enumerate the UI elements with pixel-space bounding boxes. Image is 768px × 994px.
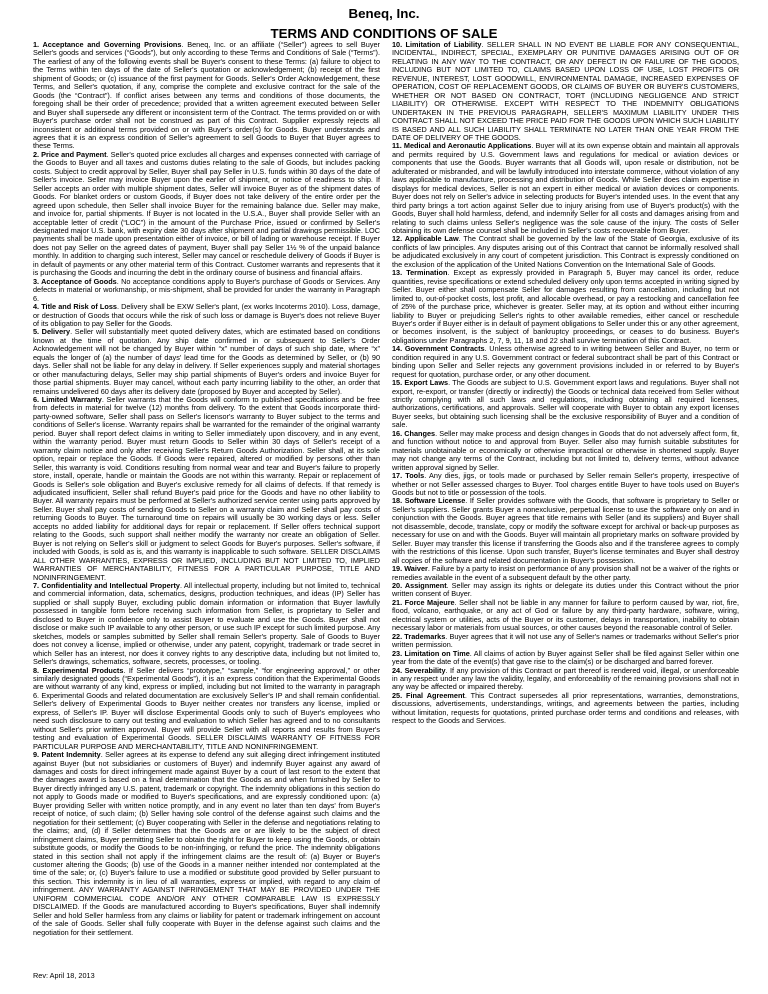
terms-section [33,151,380,278]
section-heading: 19. Waiver [392,564,428,574]
section-text: . Beneq, Inc. or an affiliate (“Seller”) agrees to sell Buyer Seller's goods and services (“Goods”), but only according to these Terms and Conditions of Sale (“Terms”). The earliest of any of the following events shall be Buyer's consent to these Terms: (a) failure to object to the Terms within ten days of the date of Seller's quotation or acknowledgement; (b) receipt of the first shipment of Goods; or (c) issuance of the first payment for Goods. Seller's Order Acknowledgement, these Terms, and Seller's quotation, if any, comprise the complete and exclusive contract for the sale of the Goods (the “Contract”). If conflict arises between any terms and conditions of those documents, the foregoing shall be their order of precedence; provided that a written agreement executed between Seller and Buyer shall supersede any different or inconsistent term of the Contract. The terms provided on or with Buyer's purchase order shall not be construed as part of this Contract. Supplier expressly rejects all inconsistent or additional terms provided on or with Buyer's order(s) for Goods. Buyer understands and agrees that it is an express condition of Seller's agreement to sell Goods to Buyer that Buyer agrees to these Terms. [33,41,380,151]
terms-section [33,328,380,396]
section-text: . All intellectual property, including but not limited to, technical and commercial information, data, schematics, designs, production techniques, and ideas (IP) Seller has supplied or shall supply Buyer, excluding public domain information or information that Buyer lawfully possessed in tangible form before receiving such information from Seller, is proprietary to Seller and disclosed to Buyer in confidence only to assist Buyer to evaluate and use the Goods. Buyer shall not disclose or make such IP available to any other person, or use such IP except for such limited purpose. Any sketches, models or samples submitted by Seller shall remain Seller's property. Sale of Goods to Buyer does not convey a license, implied or otherwise, under any patent, copyright, trademark or trade secret in which Seller has an interest, nor does it convey rights to any descriptive data, including but not limited to, Seller's drawings, schematics, software, secrets, processes, or tooling. [33,581,380,667]
section-heading: 11. Medical and Aeronautic Applications [392,141,532,151]
terms-section [392,345,739,379]
section-heading: 4. Title and Risk of Loss [33,302,117,312]
section-text: . If Seller provides software with the Goods, that software is proprietary to Seller or Seller's suppliers. Seller grants Buyer a nonexclusive, perpetual license to use the software only on and in conjunction with the Goods. Buyer agrees that title remains with Seller (and its suppliers) and Buyer shall not disassemble, decode, translate, copy or modify the software except for archival or back-up purposes as necessary for use on and with the Goods. Buyer will maintain all proprietary marks on software provided by Seller. Buyer may transfer this license if transferring the Goods also and if the transferee agrees to comply with the restrictions of this license. Upon such transfer, Buyer's license terminates and Buyer shall destroy all copies of the software and related documentation in Buyer's possession. [392,496,739,565]
section-heading: 6. Limited Warranty [33,395,102,405]
section-text: . Seller shall not be liable in any manner for failure to perform caused by war, riot, fire, flood, volcano, earthquake, or any act of God or failure by any third-party hardware, software, wiring, electrical system or utilities, acts of the Buyer or its customer, delays in transportation, inability to obtain necessary labor or materials from usual sources, or other causes beyond the reasonable control of Seller. [392,597,739,633]
section-heading: 7. Confidentiality and Intellectual Property [33,581,180,590]
company-name: Beneq, Inc. [348,6,420,21]
section-text: . Buyer agrees that it will not use any of Seller's names or trademarks without Seller's prior written permission. [392,631,739,650]
terms-section [33,278,380,303]
terms-section [392,379,739,430]
section-text: . No acceptance conditions apply to Buyer's purchase of Goods or Services. Any defects in material or workmanship, or mis-shipment, shall be provided for under the warranty in Paragraph 6. [33,276,380,303]
section-heading: 23. Limitation on Time [392,648,470,658]
revision-date: Rev: April 18, 2013 [33,971,95,980]
section-heading: 5. Delivery [33,327,71,337]
section-heading: 8. Experimental Products [33,665,124,675]
terms-section [392,235,739,269]
section-heading: 2. Price and Payment [33,149,107,159]
section-heading: 14. Government Contracts [392,344,485,354]
section-heading: 15. Export Laws [392,378,449,388]
section-heading: 16. Changes [392,428,436,438]
section-heading: 3. Acceptance of Goods [33,276,117,286]
section-text: . Seller agrees at its expense to defend any suit alleging direct infringement instituted against Buyer (but not subsidiaries or customers of Buyer) and indemnify Buyer against any award of damages and costs for direct infringement made against Buyer by a court of last resort to the extent that the damages award is based on a final determination that the Goods as and when furnished by Seller to Buyer directly infringed any U.S. patent, trademark or copyright. The indemnity obligations in this section do not apply to Goods made or modified to Buyer's specifications, and are expressly conditioned upon: (a) Buyer providing Seller with written notice promptly, and in any event no later than ten days' from Buyer's receipt of notice, of such claim; (b) Seller having sole control of the defense against such claims and the negotiation for their settlement; (c) Buyer cooperating with Seller in the defense and negotiations relating to the claims; and, (d) if Seller determines that the Goods are or are likely to be the subject of direct infringement claims, Buyer permitting Seller to obtain the right for Buyer to keep using the Goods, or obtain substitute goods, or modify the Goods to be non-infringing, or refund the price. The indemnity obligations stated in this section shall not apply if the infringement claims are the result of: (a) Buyer or Buyer's customer altering the Goods; (b) use of the Goods in a manner neither intended nor contemplated at the time of the sale; or, (c) Buyer's failure to use a modified or substitute good provided by Seller pursuant to this section. This indemnity is in lieu of all warranties, express or implied, with regard to any claim of infringement. ANY WARRANTY AGAINST INFRINGEMENT THAT MAY BE PROVIDED UNDER THE UNIFORM COMMERCIAL CODE AND/OR ANY OTHER COMPARABLE LAW IS EXPRESSLY DISCLAIMED. If the Goods are manufactured according to Buyer's specifications, Buyer shall indemnify Seller and hold Seller harmless from any claims or liability for patent or trademark infringement on account of the sale of Goods. Seller shall fully cooperate with Buyer in the defense against such claims and the negotiation for their settlement. [33,750,380,937]
section-text: . If any provision of this Contract or part thereof is rendered void, illegal, or unenforceable in any respect under any law the validity, legality, and enforceability of the remaining provisions shall not in any way be affected or impaired thereby. [392,665,739,692]
section-text: . Failure by a party to insist on performance of any provision shall not be a waiver of the rights or remedies available in the event of a subsequent default by the other party. [392,564,739,582]
terms-section [392,582,739,599]
section-heading: 24. Severability [392,665,446,675]
section-heading: 25. Final Agreement [392,690,465,700]
terms-section [33,41,380,151]
right-column [392,41,739,956]
terms-section [392,650,739,667]
section-heading: 21. Force Majeure [392,597,455,607]
section-text: . If Seller delivers “prototype,” “sample,” “for engineering approval,” or other similarly designated goods (“Experimental Goods”), it is an express condition that the Experimental Goods are without warranty of any kind, express or implied, including but not limited to the warranty in paragraph 6. Experimental Goods and related documentation are exclusively Seller's IP and shall remain confidential. Seller's delivery of Experimental Goods to Buyer neither creates nor transfers any license, implied or express, of Seller's IP. Buyer will disclose Experimental Goods only to such of Buyer's employees who need such disclosure to carry out testing and evaluation to which Seller has agreed and to no consultants without Seller's prior written approval. Buyer will provide Seller with all reports and results from Buyer's testing and evaluation of Experimental Goods. SELLER DISCLAIMS WARRANTY OF FITNESS FOR PARTICULAR PURPOSE AND MERCHANTABILITY, TITLE AND NONINFRINGEMENT. [33,665,380,751]
terms-section [392,497,739,565]
section-text: . Except as expressly provided in Paragraph 5, Buyer may cancel its order, reduce quantities, revise specifications or extend scheduled delivery only upon terms accepted in writing signed by Seller. Buyer either shall compensate Seller for damages resulting from cancellation, including but not limited to, out-of-pocket costs, lost profit, and allocable overhead, or pay a restocking and cancellation fee of 25% of the purchase price, whichever is greater. Seller may, at its option and without either incurring liability to Buyer or prejudicing Seller's rights to other available remedies, either cancel or reschedule Buyer's order if Buyer either is in default of payment obligations to Seller under this or any other agreement, or becomes insolvent, is the subject of bankruptcy proceedings, or ceases to do business. Buyer's obligations under Paragraphs 2, 7, 9, 11, 18 and 22 shall survive termination of this Contract. [392,268,739,345]
section-heading: 10. Limitation of Liability [392,41,482,49]
document-title: TERMS AND CONDITIONS OF SALE [270,26,498,41]
section-heading: 9. Patent Indemnity [33,750,101,760]
section-text: . Seller's quoted price excludes all charges and expenses connected with carriage of the Goods to Buyer and all taxes and customs duties relating to the sale of Goods, but includes packing costs. Subject to credit approval by Seller, Buyer shall pay Seller in U.S. funds within 30 days of the date of Seller's invoice. Seller may invoice Buyer upon the earlier of shipment, or notice of readiness to ship. If Seller accepts an order with multiple shipment dates, Seller will invoice Buyer as of the shipment dates of Goods. For blanket orders or custom Goods, if Buyer does not take delivery of the entire order per the agreed upon schedule, then Seller shall invoice Buyer for the remaining balance due. Seller may make, and invoice for, partial shipments. If Buyer is not located in the U.S.A., Buyer shall provide Seller with an acceptable letter of credit (“LOC”) in the amount of the Purchase Price, issued or confirmed by Seller's designated major U.S. bank, with expiry date 30 days after shipment and partial drawings permissible. LOC payments shall be made upon presentation either of invoice, or bill of lading or warehouse receipt. If Buyer does not pay Seller on the agreed dates of payment, Buyer shall pay Seller 1½ % of the unpaid balance monthly. In addition to charging such interest, Seller may cancel or reschedule delivery of Goods if Buyer is in default of payments or any other material term of this Contract. Customer warrants and represents that it is purchasing the Goods and incurring the debt in the ordinary course of business and financial affairs. [33,149,380,278]
terms-section [392,692,739,726]
terms-section [392,565,739,582]
terms-section [392,142,739,235]
section-text: . Seller warrants that the Goods will conform to published specifications and be free from defects in material for twelve (12) months from delivery. To the extent that Goods incorporate third-party-owned software, Seller shall pass on Seller's licensor's warranty to Buyer subject to the terms and conditions of Seller's license. Warranty repairs shall be warranted for the remainder of the original warranty period. Buyer shall report defect claims in writing to Seller immediately upon discovery, and in any event, within the warranty period. Buyer must return Goods to Seller within 30 days of Seller's receipt of a warranty claim notice and only after receiving Seller's Return Goods Authorization. Seller shall, at its sole option, repair or replace the Goods. If Goods were repaired, altered or modified by persons other than Seller, this warranty is void. Conditions resulting from normal wear and tear and Buyer's failure to properly store, install, operate, handle or maintain the Goods are not within this warranty. Repair or replacement of Goods is Seller's sole obligation and Buyer's exclusive remedy for all claims of defects. If that remedy is adjudicated insufficient, Seller shall refund Buyer's paid price for the Goods and have no other liability to Buyer. All warranty repairs must be performed at Seller's authorized service center using parts approved by Seller. Buyer shall pay costs of sending Goods to Seller on a warranty claim and Seller shall pay costs of returning Goods to Buyer. The turnaround time on repairs will usually be 30 working days or less. Seller accepts no added liability for additional days for repair or replacement. If Seller offers technical support relating to the Goods, such support shall neither modify the warranty nor create an obligation of Seller. Buyer is not relying on Seller's skill or judgment to select Goods for Buyer's purposes. Seller's software, if included with Goods, is sold as is, and this warranty is inapplicable to such software. SELLER DISCLAIMS ALL OTHER WARRANTIES, EXPRESS OR IMPLIED, INCLUDING BUT NOT LIMITED TO, IMPLIED WARRANTIES OF MERCHANTABILITY, FITNESS FOR A PARTICULAR PURPOSE, TITLE AND NONINFRINGEMENT. [33,395,380,582]
terms-section [33,751,380,937]
section-text: . The Goods are subject to U.S. Government export laws and regulations. Buyer shall not export, re-export, or transfer (directly or indirectly) the Goods or technical data received from Seller without strictly complying with all such laws and regulations, including obtaining all required licenses, authorizations, certifications, and approvals. Seller will cooperate with Buyer to obtain any export licenses Buyer seeks, but obtaining such licensing shall be the exclusive responsibility of Buyer and a condition of sale. [392,378,739,430]
section-text: . Seller may make process and design changes in Goods that do not adversely affect form, fit, and function without notice to and approval from Buyer. Seller also may furnish suitable substitutes for materials unobtainable or economically or otherwise impractical or otherwise in shortened supply. Buyer may not change any terms of the Contract, including but not limited to, delivery terms, without advance written approval signed by Seller. [392,428,739,472]
terms-section [392,472,739,497]
terms-section [33,396,380,582]
section-text: . Buyer will at its own expense obtain and maintain all approvals and permits required by U.S. Government laws and regulations for medical or aviation devices or components that use the Goods. Buyer warrants that all Goods will, upon resale or distribution, not be adulterated or misbranded, and will be lawfully introduced into interstate commerce, without violation of any laws applicable to manufacture, processing and distribution of Goods. While Seller does claim expertise in displays for medical devices, Seller is not an expert in either medical or aviation devices or components. Buyer does not rely on Seller's advice in selecting products for Buyer's intended uses. In the event that any third party brings a tort action against Seller due to injury arising from use of Buyer's product(s) with the Goods, Buyer shall hold harmless, defend, and indemnify Seller for all costs and damages arising from and relating to such claims unless Seller's negligence was the sole cause of the injury. The costs of Seller obtaining its own defense counsel shall be included in Seller's costs recoverable from Buyer. [392,141,739,235]
terms-section [392,41,739,142]
section-text: . Unless otherwise agreed to in writing between Seller and Buyer, no term or condition required in any U.S. Government contract or federal subcontract shall be part of this Contract or binding upon Seller and Seller rejects any government provisions included in or referred to by Buyer's request for quotation, purchase order, or any other document. [392,344,739,379]
section-text: . All claims of action by Buyer against Seller shall be filed against Seller within one year from the date of the event(s) that gave rise to the claim(s) or be discharged and barred forever. [392,648,739,667]
section-heading: 1. Acceptance and Governing Provisions [33,41,182,49]
terms-section [392,269,739,345]
document-header [0,0,768,42]
text-columns [33,41,739,956]
section-heading: 17. Tools [392,471,425,481]
terms-section [33,582,380,667]
section-heading: 20. Assignment [392,581,447,590]
section-text: . This Contract supersedes all prior representations, warranties, demonstrations, discussions, advertisements, understandings, writings, and agreements between the parties, including without limitation, requests for quotations, printed purchase order terms and conditions and releases, with respect to the Goods and Services. [392,690,739,726]
section-text: . Seller will substantially meet quoted delivery dates, which are estimated based on conditions known at the time of quotation. Any ship date confirmed in or subsequent to Seller's Order Acknowledgement will not be changed by Buyer within “x” number of days of such ship date, where “x” equals the longer of (a) the number of days' lead time for the Goods as determined by Seller, or (b) 90 days. Seller shall not be liable for any delay in delivery. If Seller experiences supply and material shortages or other manufacturing delays, Seller may ship partial shipments of Buyer's orders and invoice Buyer for those partial shipments. Buyer may cancel, without each party incurring liability to the other, an order that remains undelivered 60 days after its delivery date (proposed by Buyer and accepted by Seller). [33,327,380,396]
section-text: . The Contract shall be governed by the law of the State of Georgia, exclusive of its conflicts of law principles. Any disputes arising out of this Contract that cannot be informally resolved shall be adjudicated exclusively in any court of competent jurisdiction. This Contract is expressly conditioned on the exclusion of the application of the United Nations Convention on the International Sale of Goods. [392,234,739,269]
section-text: . SELLER SHALL IN NO EVENT BE LIABLE FOR ANY CONSEQUENTIAL, INCIDENTAL, INDIRECT, SPECIAL, EXEMPLARY OR PUNITIVE DAMAGES ARISING OUT OF OR RELATING IN ANY WAY TO THE CONTRACT, OR ANY DEFECT IN OR FAILURE OF THE GOODS, INCLUDING BUT NOT LIMITED TO, CLAIMS BASED UPON LOSS OF USE, LOST PROFITS OR REVENUE, INTEREST, LOST GOODWILL, ENVIRONMENTAL DAMAGE, INCREASED EXPENSES OF OPERATION, COST OF REPLACEMENT GOODS, OR CLAIMS OF BUYER OR BUYER'S CUSTOMERS, WHETHER OR NOT BASED ON CONTRACT, TORT (INCLUDING NEGLIGENCE AND STRICT LIABILITY) OR OTHERWISE. EXCEPT WITH RESPECT TO THE INDEMNITY OBLIGATIONS UNDERTAKEN IN THE PREVIOUS PARAGRAPH, SELLER'S MAXIMUM LIABILITY UNDER THIS CONTRACT SHALL NOT EXCEED THE PRICE PAID FOR THE GOODS UPON WHICH SUCH LIABILITY IS BASED AND ALL SUCH LIABILITY SHALL TERMINATE NO LATER THAN ONE YEAR FROM THE DATE OF DELIVERY OF THE GOODS. [392,41,739,142]
section-heading: 13. Termination [392,268,448,278]
terms-flow [33,41,380,937]
terms-section [392,633,739,650]
terms-section [392,667,739,692]
terms-section [33,303,380,328]
terms-flow-continued [392,41,739,726]
section-heading: 12. Applicable Law [392,234,459,244]
section-text: . Any dies, jigs, or tools made or purchased by Seller remain Seller's property, irrespective of whether or not Seller assessed charges to Buyer. Tool charges entitle Buyer to have tools used on Buyer's Goods but not to title or possession of the tools. [392,471,739,498]
section-heading: 18. Software License [392,496,466,506]
terms-section [392,599,739,633]
left-column [33,41,380,956]
section-text: . Seller may assign its rights or delegate its duties under this Contract without the prior written consent of Buyer. [392,581,739,599]
section-text: . Delivery shall be EXW Seller's plant, (ex works Incoterms 2010). Loss, damage, or destruction of Goods that occurs while the risk of such loss or damage is Buyer's does not relieve Buyer of its obligation to pay Seller for the Goods. [33,302,380,328]
terms-section [392,430,739,472]
terms-section [33,667,380,752]
section-heading: 22. Trademarks [392,631,446,641]
